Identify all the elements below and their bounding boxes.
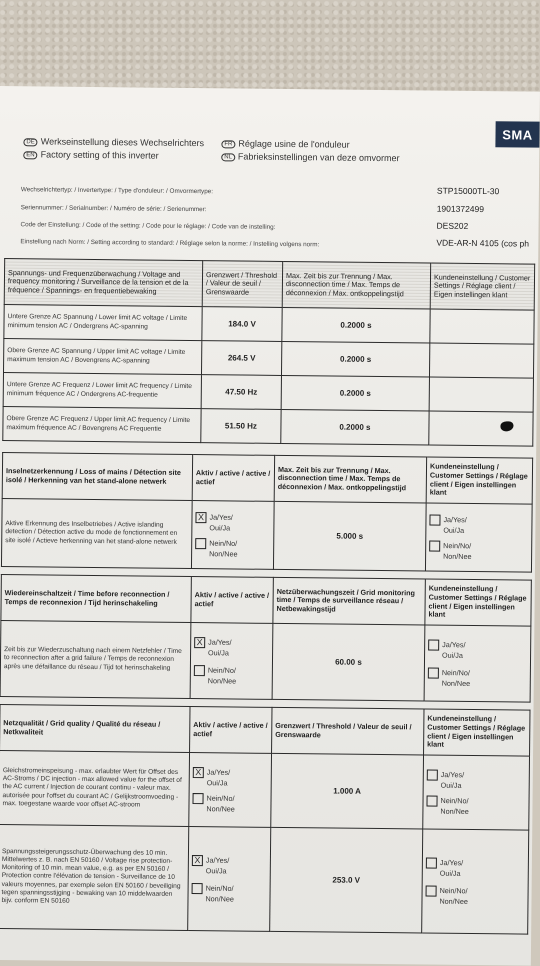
header-customer-settings: Kundeneinstellung / Customer Settings / Réglage client / Eigen instellingen klant	[430, 263, 534, 310]
standard-label: Einstellung nach Norm: / Setting according to standard: / Réglage selon la norme: / Instelling volgens norm:	[20, 238, 320, 249]
checkbox-no[interactable]	[192, 883, 203, 894]
checkbox-yes[interactable]: X	[193, 767, 204, 778]
checkbox-yes[interactable]: X	[194, 637, 205, 648]
active-options: X Ja/Yes/ Oui/Ja Nein/No/ Non/Nee	[189, 753, 272, 828]
standard-value: VDE-AR-N 4105 (cos ph	[436, 237, 530, 249]
header-active: Aktiv / active / active / actief	[191, 577, 273, 624]
row-time: 0.2000 s	[281, 341, 429, 377]
row-threshold: 253.0 V	[270, 827, 423, 933]
header-disconnection-time: Max. Zeit bis zur Trennung / Max. disconnection time / Max. Temps de déconnexion / Max. ontkoppelingstijd	[274, 455, 426, 503]
header-threshold: Grenzwert / Threshold / Valeur de seuil / Grenswaarde	[202, 261, 282, 308]
setting-code-value: DES202	[436, 220, 469, 231]
row-customer	[429, 377, 533, 412]
row-desc: Aktive Erkennung des Inselbetriebes / Active islanding detection / Détection active du mode de fonctionnement en site isolé / Actieve herkenning van het stand-alone netwerk	[1, 499, 192, 569]
row-time: 0.2000 s	[281, 375, 429, 411]
checkbox-yes[interactable]: X	[192, 855, 203, 866]
header-disconnection-time: Max. Zeit bis zur Trennung / Max. disconnection time / Max. Temps de déconnexion / Max. ontkoppelingstijd	[282, 261, 430, 309]
row-customer	[430, 309, 534, 344]
setting-code-label: Code der Einstellung: / Code of the setting: / Code pour le réglage: / Code van de instelling:	[20, 221, 276, 231]
inverter-type-value: STP15000TL-30	[436, 185, 500, 197]
grid-quality-table	[0, 704, 530, 935]
header-grid-monitoring-time: Netzüberwachungszeit / Grid monitoring time / Temps de surveillance réseau / Netbewakingstijd	[273, 577, 425, 625]
customer-options: Ja/Yes/ Oui/Ja Nein/No/ Non/Nee	[425, 503, 532, 572]
row-threshold: 47.50 Hz	[201, 375, 281, 410]
header-customer-settings: Kundeneinstellung / Customer Settings / Réglage client / Eigen instellingen klant	[425, 579, 531, 626]
serial-number-value: 1901372499	[436, 203, 485, 215]
sma-logo: SMA	[495, 121, 539, 147]
row-desc: Spannungssteigerungsschutz-Überwachung des 10 min. Mittelwertes z. B. nach EN 50160 / Voltage rise protection- Monitoring of 10 min. mean value, e.g. as per EN 50160 / Protection contre l'élévation de tension - Surveillance de 10 valeurs moyennes, par exemple selon EN 50160 / beveiliging tegen spanningsstijging - bewaking van 10 middelwaarden bijv. conform EN 50160	[0, 825, 189, 931]
table-row	[1, 499, 532, 573]
title-de: DE Werkseinstellung dieses Wechselrichters	[23, 136, 204, 148]
voltage-frequency-table	[2, 258, 535, 447]
row-desc: Zeit bis zur Wiederzuschaltung nach einem Netzfehler / Time to reconnection after a grid failure / Temps de reconnexion après une défaillance du réseau / Tijd tot herinschakeling	[0, 621, 191, 699]
row-desc: Obere Grenze AC Spannung / Upper limit AC voltage / Limite maximum tension AC / Bovengrens AC-spanning	[3, 339, 201, 375]
checkbox-no[interactable]	[426, 795, 437, 806]
header-monitoring: Spannungs- und Frequenzüberwachung / Voltage and frequency monitoring / Surveillance de la tension et de la fréquence / Spannings- en frequentiebewaking	[4, 259, 202, 307]
row-time: 60.00 s	[272, 623, 425, 701]
table-row	[3, 407, 533, 447]
customer-options: Ja/Yes/ Oui/Ja Nein/No/ Non/Nee	[423, 755, 530, 830]
row-customer	[429, 411, 533, 446]
header-active: Aktiv / active / active / actief	[192, 455, 274, 502]
checkbox-no[interactable]	[426, 885, 437, 896]
checkbox-yes[interactable]	[429, 514, 440, 525]
checkbox-no[interactable]	[192, 793, 203, 804]
row-threshold: 51.50 Hz	[201, 409, 281, 444]
row-threshold: 264.5 V	[201, 341, 281, 376]
document-sheet	[0, 86, 540, 966]
checkbox-no[interactable]	[194, 665, 205, 676]
header-loss-of-mains: Inselnetzerkennung / Loss of mains / Détection site isolé / Herkenning van het stand-alone netwerk	[2, 453, 192, 501]
header-grid-quality: Netzqualität / Grid quality / Qualité du réseau / Netkwaliteit	[0, 705, 190, 753]
loss-of-mains-table	[1, 452, 533, 573]
header-customer-settings: Kundeneinstellung / Customer Settings / Réglage client / Eigen instellingen klant	[426, 457, 532, 504]
row-desc: Gleichstromeinspeisung - max. erlaubter Wert für Offset des AC-Stroms / DC injection - max allowed value for the offset of the AC current / Injection de courant continu - valeur max. autorisée pour l'offset du courant AC / Gelijkstroomvoeding - max. toegestane waarde voor offset AC-stroom	[0, 751, 190, 827]
checkbox-yes[interactable]	[426, 857, 437, 868]
row-desc: Untere Grenze AC Frequenz / Lower limit AC frequency / Limite minimum fréquence AC / Ondergrens AC-frequentie	[3, 373, 201, 409]
table-row	[0, 621, 531, 703]
row-desc: Obere Grenze AC Frequenz / Upper limit AC frequency / Limite maximum fréquence AC / Bovengrens AC Frequentie	[3, 407, 201, 443]
row-threshold: 1.000 A	[271, 753, 424, 829]
serial-number-label: Seriennummer: / Serialnumber: / Numéro de série: / Serienummer:	[20, 204, 207, 214]
customer-options: Ja/Yes/ Oui/Ja Nein/No/ Non/Nee	[424, 625, 531, 702]
row-threshold: 184.0 V	[202, 307, 282, 342]
header-reconnection: Wiedereinschaltzeit / Time before reconnection / Temps de reconnexion / Tijd herinschakeling	[1, 575, 191, 623]
checkbox-no[interactable]	[195, 538, 206, 549]
header-active: Aktiv / active / active / actief	[190, 707, 272, 754]
table-row	[3, 339, 533, 379]
table-row	[3, 373, 533, 413]
title-fr: FR Réglage usine de l'onduleur	[221, 138, 349, 149]
title-nl: NL Fabrieksinstellingen van deze omvormer	[221, 151, 399, 163]
checkbox-yes[interactable]: X	[195, 512, 206, 523]
floor-background	[0, 0, 540, 95]
row-time: 0.2000 s	[282, 307, 430, 343]
checkbox-no[interactable]	[428, 667, 439, 678]
customer-options: Ja/Yes/ Oui/Ja Nein/No/ Non/Nee	[422, 829, 529, 934]
row-time: 5.000 s	[273, 501, 426, 571]
header-customer-settings: Kundeneinstellung / Customer Settings / Réglage client / Eigen instellingen klant	[424, 709, 530, 756]
title-en: EN Factory setting of this inverter	[23, 149, 158, 160]
row-desc: Untere Grenze AC Spannung / Lower limit AC voltage / Limite minimum tension AC / Ondergrens AC-spanning	[4, 305, 202, 341]
table-row	[0, 751, 530, 831]
checkbox-no[interactable]	[429, 540, 440, 551]
reconnection-table	[0, 574, 532, 703]
active-options: X Ja/Yes/ Oui/Ja Nein/No/ Non/Nee	[191, 501, 274, 570]
table-row	[4, 305, 534, 345]
checkbox-yes[interactable]	[428, 639, 439, 650]
row-time: 0.2000 s	[281, 409, 429, 445]
checkbox-yes[interactable]	[427, 769, 438, 780]
header-threshold: Grenzwert / Threshold / Valeur de seuil / Grenswaarde	[272, 707, 424, 755]
active-options: X Ja/Yes/ Oui/Ja Nein/No/ Non/Nee	[188, 827, 271, 932]
inverter-type-label: Wechselrichtertyp: / Invertertype: / Type d'onduleur: / Omvormertype:	[20, 186, 214, 196]
active-options: X Ja/Yes/ Oui/Ja Nein/No/ Non/Nee	[190, 623, 273, 700]
table-row	[0, 825, 529, 935]
row-customer	[429, 343, 533, 378]
